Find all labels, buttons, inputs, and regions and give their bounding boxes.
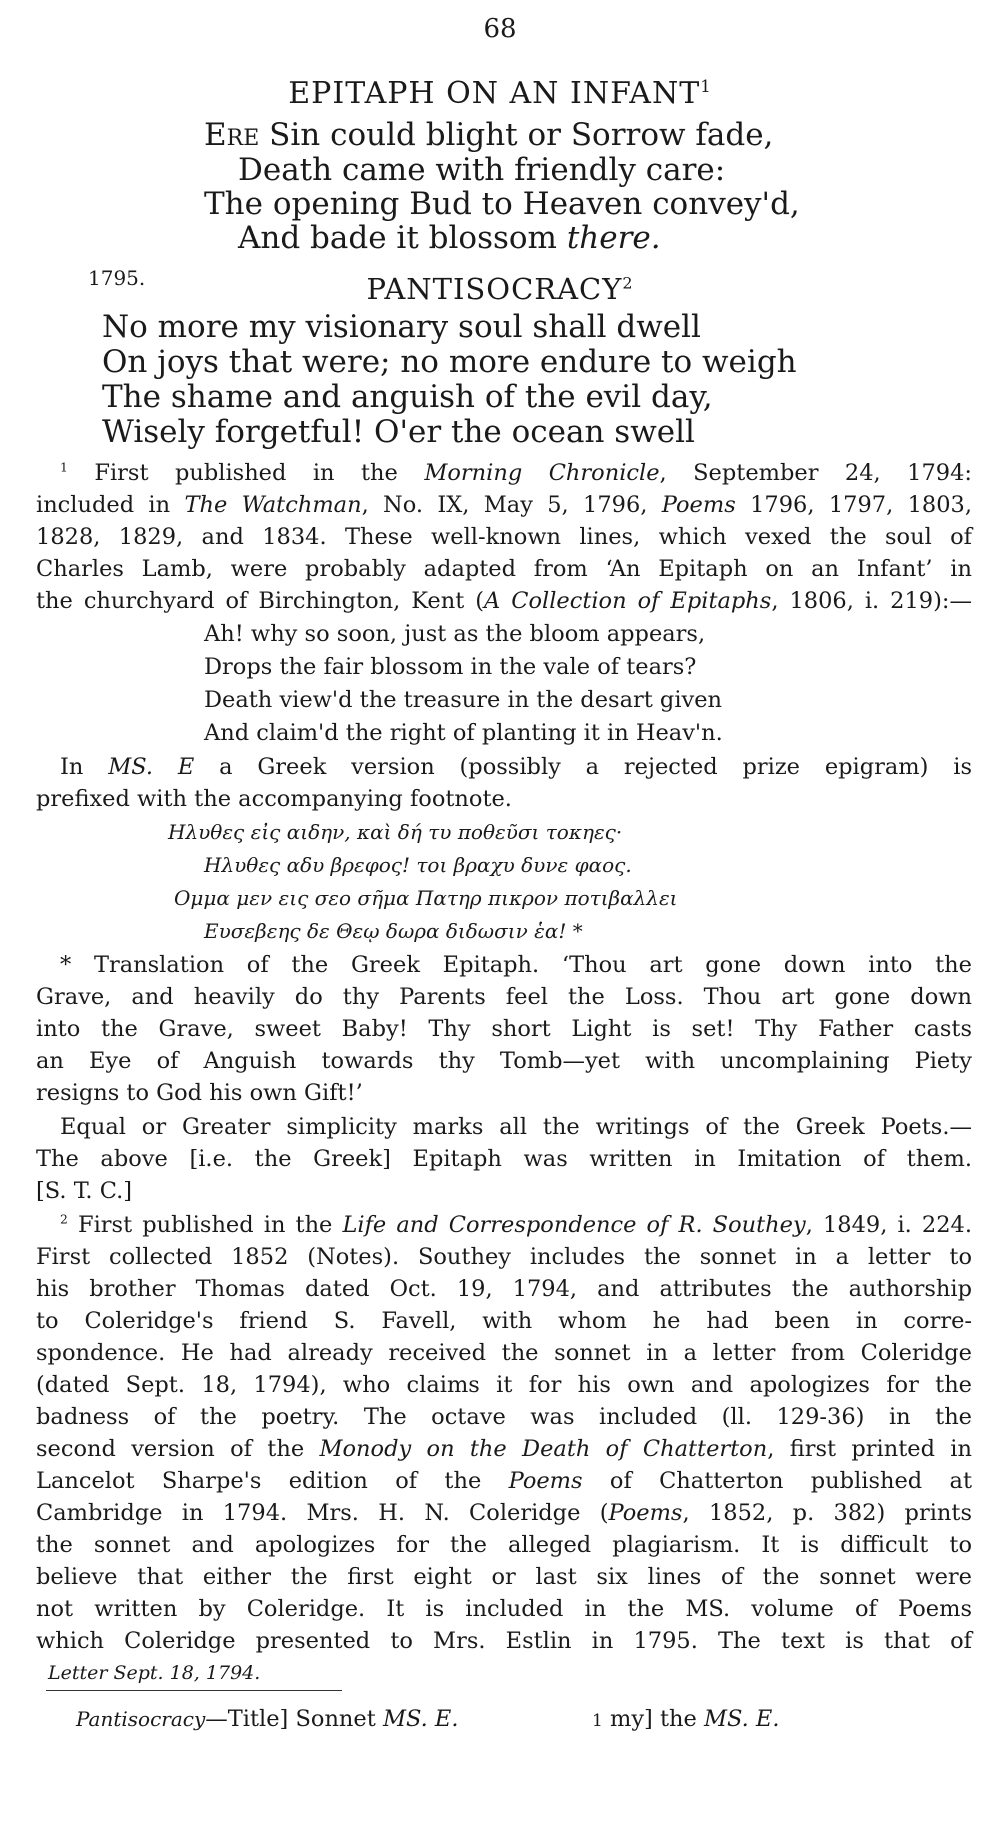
note1-line-3: 1828, 1829, and 1834. These well-known lines, which vexed the soul of: [36, 524, 972, 550]
translation-line-3: into the Grave, sweet Baby! Thy short Light is set! Thy Father casts: [36, 1016, 972, 1042]
pantisocracy-line-1: No more my visionary soul shall dwell: [102, 309, 701, 345]
variants-divider: [46, 1690, 342, 1691]
greek-line-2: Ηλυθες αδυ βρεφος! τοι βραχυ δυνε φαος.: [204, 853, 632, 877]
footnote-ref-1[interactable]: 1: [700, 77, 712, 96]
note2-line-5: spondence. He had already received the sonnet in a letter from Coleridge: [36, 1340, 972, 1366]
epitaph-line-1: Ere Sin could blight or Sorrow fade,: [204, 117, 774, 153]
variant-2: 1 my] the MS. E.: [592, 1706, 780, 1732]
note1-verse-line-1: Ah! why so soon, just as the bloom appears,: [204, 621, 706, 647]
translation-line-4: an Eye of Anguish towards thy Tomb—yet with uncomplaining Piety: [36, 1048, 972, 1074]
note2-line-15: Letter Sept. 18, 1794.: [48, 1662, 261, 1684]
page-number: 68: [483, 14, 517, 44]
note1-line-2: included in The Watchman, No. IX, May 5, 1796, Poems 1796, 1797, 1803,: [36, 492, 972, 518]
note2-line-13: not written by Coleridge. It is included in the MS. volume of Poems: [36, 1596, 972, 1622]
translation-line-5: resigns to God his own Gift!’: [36, 1080, 363, 1106]
note1-verse-line-3: Death view'd the treasure in the desart given: [204, 687, 723, 713]
note2-line-10: Cambridge in 1794. Mrs. H. N. Coleridge (Poems, 1852, p. 382) prints: [36, 1500, 972, 1526]
translation-line-1: * Translation of the Greek Epitaph. ‘Thou art gone down into the: [60, 952, 972, 978]
note1-ms-line-1: In MS. E a Greek version (possibly a rejected prize epigram) is: [60, 754, 972, 780]
note2-line-12: believe that either the first eight or last six lines of the sonnet were: [36, 1564, 972, 1590]
greek-line-3: Ομμα μεν εις σεο σῆμα Πατηρ πικρον ποτιβαλλει: [174, 886, 678, 910]
equal-line-2: The above [i.e. the Greek] Epitaph was written in Imitation of them.: [36, 1146, 972, 1172]
equal-line-1: Equal or Greater simplicity marks all the writings of the Greek Poets.—: [60, 1114, 972, 1140]
epitaph-line-4: And bade it blossom there.: [238, 220, 661, 256]
note2-line-9: Lancelot Sharpe's edition of the Poems of Chatterton published at: [36, 1468, 972, 1494]
greek-line-4: Ευσεβεης δε Θεῳ δωρα διδωσιν ἑα! *: [204, 919, 583, 943]
footnote-ref-2[interactable]: 2: [622, 273, 634, 293]
note2-line-11: the sonnet and apologizes for the alleged plagiarism. It is difficult to: [36, 1532, 972, 1558]
greek-line-1: Ηλυθες εἰς αιδην, καὶ δή τυ ποθεῦσι τοκηες·: [168, 820, 623, 844]
note2-line-6: (dated Sept. 18, 1794), who claims it for his own and apologizes for the: [36, 1372, 972, 1398]
epitaph-title: EPITAPH ON AN INFANT$^1$: [288, 76, 712, 111]
note2-line-1: $^2$ First published in the Life and Correspondence of R. Southey, 1849, i. 224.: [60, 1212, 972, 1238]
note2-line-7: badness of the poetry. The octave was included (ll. 129-36) in the: [36, 1404, 972, 1430]
note1-verse-line-4: And claim'd the right of planting it in Heav'n.: [204, 720, 723, 746]
note1-line-1: $^1$ First published in the Morning Chronicle, September 24, 1794:: [60, 460, 972, 486]
pantisocracy-line-3: The shame and anguish of the evil day,: [102, 379, 713, 415]
pantisocracy-title: PANTISOCRACY$^2$: [366, 272, 634, 306]
equal-line-3: [S. T. C.]: [36, 1178, 133, 1204]
pantisocracy-line-4: Wisely forgetful! O'er the ocean swell: [102, 414, 695, 450]
note1-line-5: the churchyard of Birchington, Kent (A Collection of Epitaphs, 1806, i. 219):—: [36, 588, 972, 614]
note1-ms-line-2: prefixed with the accompanying footnote.: [36, 786, 512, 812]
note1-line-4: Charles Lamb, were probably adapted from ‘An Epitaph on an Infant’ in: [36, 556, 972, 582]
epitaph-line-3: The opening Bud to Heaven convey'd,: [204, 186, 800, 222]
translation-line-2: Grave, and heavily do thy Parents feel the Loss. Thou art gone down: [36, 984, 972, 1010]
note2-line-3: his brother Thomas dated Oct. 19, 1794, and attributes the authorship: [36, 1276, 972, 1302]
epitaph-line-2: Death came with friendly care:: [238, 152, 726, 188]
pantisocracy-line-2: On joys that were; no more endure to weigh: [102, 344, 797, 380]
note1-verse-line-2: Drops the fair blossom in the vale of tears?: [204, 654, 697, 680]
variant-1: Pantisocracy—Title] Sonnet MS. E.: [76, 1706, 459, 1732]
note2-line-4: to Coleridge's friend S. Favell, with whom he had been in corre-: [36, 1308, 972, 1334]
note2-line-2: First collected 1852 (Notes). Southey includes the sonnet in a letter to: [36, 1244, 972, 1270]
note2-line-14: which Coleridge presented to Mrs. Estlin in 1795. The text is that of: [36, 1628, 972, 1654]
epitaph-year: 1795.: [88, 266, 146, 290]
note2-line-8: second version of the Monody on the Death of Chatterton, first printed in: [36, 1436, 972, 1462]
